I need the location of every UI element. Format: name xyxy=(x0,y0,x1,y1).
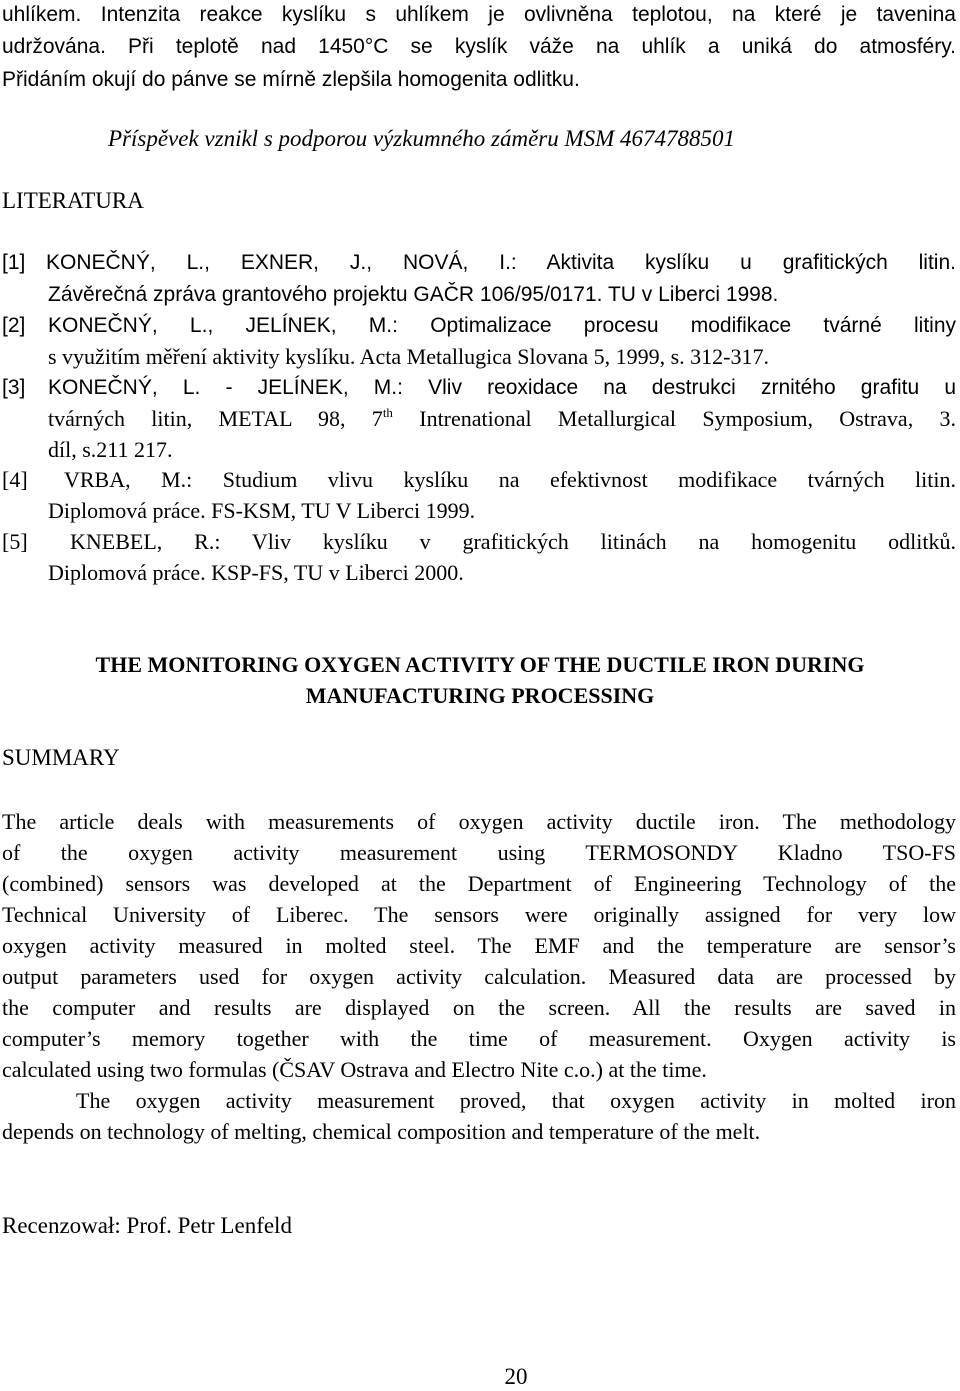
intro-line-3: Přidáním okují do pánve se mírně zlepšila homogenita odlitku. xyxy=(2,68,580,91)
page-number: 20 xyxy=(504,1364,528,1389)
summary-line: Technical University of Liberec. The sensors were originally assigned for very low xyxy=(2,902,956,927)
summary-line: The article deals with measurements of oxygen activity ductile iron. The methodology xyxy=(2,809,956,834)
reference-1 xyxy=(2,252,956,312)
summary-line: oxygen activity measured in molted steel. The EMF and the temperature are sensor’s xyxy=(2,933,956,958)
reference-number: [2] xyxy=(2,314,26,337)
reference-text-line: KONEČNÝ, L., JELÍNEK, M.: Optimalizace procesu modifikace tvárné litiny xyxy=(48,314,956,337)
english-title-line-2: MANUFACTURING PROCESSING xyxy=(305,683,655,708)
summary-heading: SUMMARY xyxy=(2,745,120,770)
summary-line: of the oxygen activity measurement using TERMOSONDY Kladno TSO-FS xyxy=(2,840,956,865)
english-title-line-1: THE MONITORING OXYGEN ACTIVITY OF THE DUCTILE IRON DURING xyxy=(95,652,865,677)
reference-text-line: KNEBEL, R.: Vliv kyslíku v grafitických litinách na homogenitu odlitků. xyxy=(70,529,956,554)
reference-2 xyxy=(2,315,956,375)
superscript-th: th xyxy=(382,405,393,420)
reference-text-line: KONEČNÝ, L., EXNER, J., NOVÁ, I.: Aktivita kyslíku u grafitických litin. xyxy=(46,251,956,274)
reference-4 xyxy=(2,469,956,529)
summary-line: depends on technology of melting, chemical composition and temperature of the melt. xyxy=(2,1119,761,1144)
reference-text-line: VRBA, M.: Studium vlivu kyslíku na efektivnost modifikace tvárných litin. xyxy=(64,467,956,492)
literature-heading: LITERATURA xyxy=(2,188,144,213)
reference-number: [1] xyxy=(2,251,26,274)
acknowledgement: Příspěvek vznikl s podporou výzkumného záměru MSM 4674788501 xyxy=(108,126,736,151)
summary-line: computer’s memory together with the time of measurement. Oxygen activity is xyxy=(2,1026,956,1051)
summary-line: the computer and results are displayed on the screen. All the results are saved in xyxy=(2,995,956,1020)
reference-text-line: KONEČNÝ, L. - JELÍNEK, M.: Vliv reoxidace na destrukci zrnitého grafitu u xyxy=(48,376,956,399)
reference-3 xyxy=(2,377,956,472)
reference-text-line: tvárných litin, METAL 98, 7th Intrenational Metallurgical Symposium, Ostrava, 3. xyxy=(48,405,956,431)
reference-text-line: s využitím měření aktivity kyslíku. Acta Metallugica Slovana 5, 1999, s. 312-317. xyxy=(48,344,770,369)
reference-5 xyxy=(2,531,956,591)
reference-number: [5] xyxy=(2,529,28,554)
reference-text-line: Závěrečná zpráva grantového projektu GAČR 106/95/0171. TU v Liberci 1998. xyxy=(48,283,779,306)
reference-number: [3] xyxy=(2,376,26,399)
reference-text-line: Diplomová práce. KSP-FS, TU v Liberci 2000. xyxy=(48,560,464,585)
summary-line: (combined) sensors was developed at the Department of Engineering Technology of the xyxy=(2,871,956,896)
reference-text-line: Diplomová práce. FS-KSM, TU V Liberci 1999. xyxy=(48,498,476,523)
reference-number: [4] xyxy=(2,467,28,492)
intro-line-1: uhlíkem. Intenzita reakce kyslíku s uhlíkem je ovlivněna teplotou, na které je tavenina xyxy=(2,3,956,26)
summary-line: The oxygen activity measurement proved, that oxygen activity in molted iron xyxy=(76,1088,956,1113)
reference-text-line: díl, s.211 217. xyxy=(48,437,173,462)
summary-line: calculated using two formulas (ČSAV Ostrava and Electro Nite c.o.) at the time. xyxy=(2,1057,707,1082)
intro-line-2: udržována. Při teplotě nad 1450°C se kyslík váže na uhlík a uniká do atmosféry. xyxy=(2,35,956,58)
reviewer: Recenzował: Prof. Petr Lenfeld xyxy=(2,1213,292,1238)
summary-line: output parameters used for oxygen activity calculation. Measured data are processed by xyxy=(2,964,956,989)
